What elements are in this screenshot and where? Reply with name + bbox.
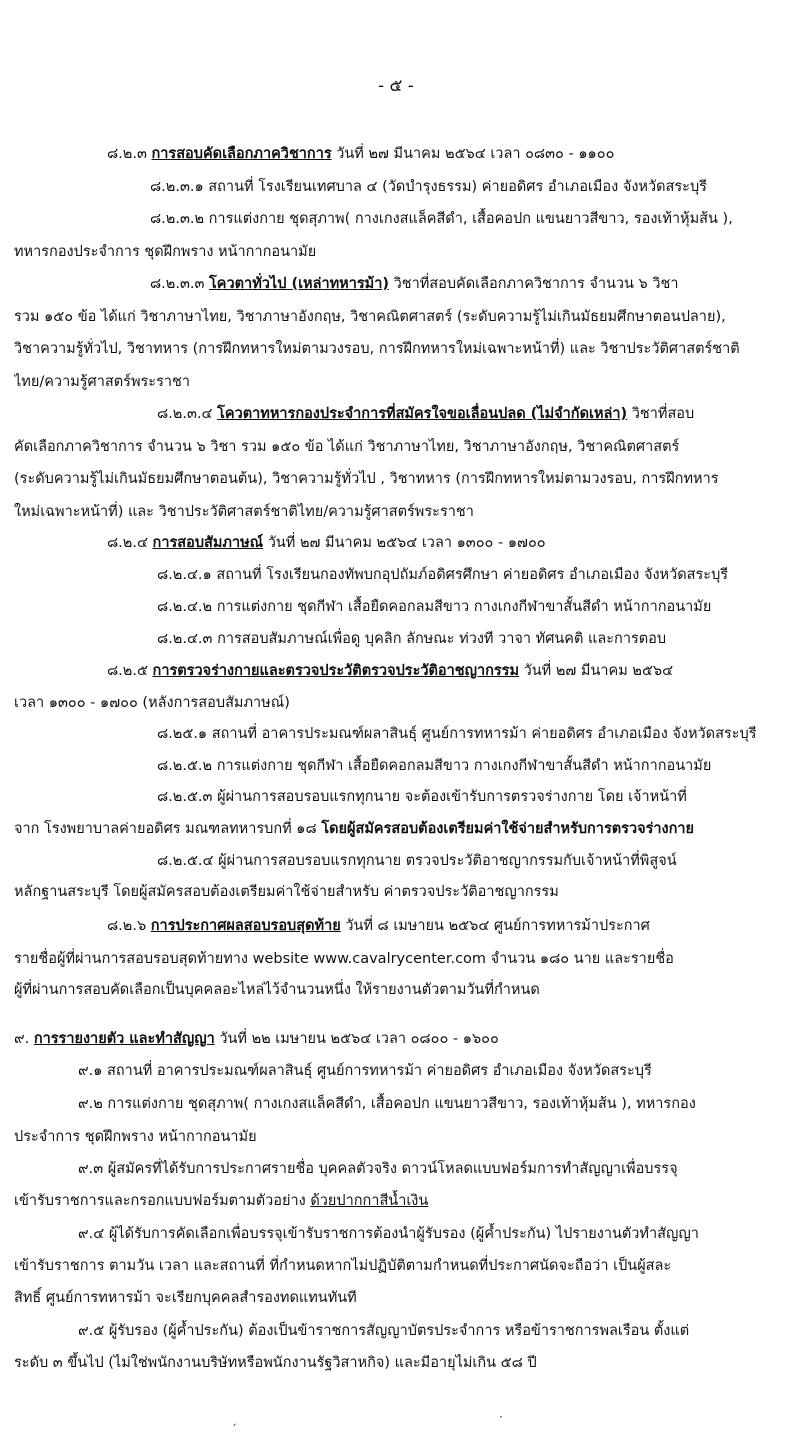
- line-text: ๘.๒.๔.๒ การแต่งกาย ชุดกีฬา เสื้อยืดคอกลมสีขาว กางเกงกีฬาขาสั้นสีดำ หน้ากากอนามัย: [157, 599, 712, 615]
- emphasized-text: การสอบคัดเลือกภาควิชาการ: [151, 146, 332, 162]
- scan-speck: ˏ: [231, 1412, 237, 1426]
- line-text: ๘.๒.๔.๓ การสอบสัมภาษณ์เพื่อดู บุคลิก ลักษณะ ท่วงที วาจา ทัศนคติ และการตอบ: [157, 631, 667, 647]
- line-text: วันที่ ๒๒ เมษายน ๒๕๖๔ เวลา ๐๘๐๐ - ๑๖๐๐: [214, 1031, 499, 1047]
- text-line: [14, 1190, 784, 1214]
- line-text: รวม ๑๕๐ ข้อ ได้แก่ วิชาภาษาไทย, วิชาภาษาอังกฤษ, วิชาคณิตศาสตร์ (ระดับความรู้ไม่เกินมัธยมศึกษาตอนปลาย),: [14, 309, 726, 325]
- line-text: ๙.๒ การแต่งกาย ชุดสุภาพ( กางเกงสแล็คสีดำ, เสื้อคอปก แขนยาวสีขาว, รองเท้าหุ้มส้น ), ทหารกอง: [78, 1096, 696, 1112]
- line-text: ๙.: [14, 1031, 34, 1047]
- line-text: ๘.๒.๕.๒ การแต่งกาย ชุดกีฬา เสื้อยืดคอกลมสีขาว กางเกงกีฬาขาสั้นสีดำ หน้ากากอนามัย: [157, 758, 712, 774]
- line-text: ไทย/ความรู้ศาสตร์พระราชา: [14, 374, 191, 390]
- text-line: [157, 596, 790, 620]
- text-line: [14, 501, 784, 525]
- line-text: ๘.๒.๔: [107, 535, 153, 551]
- line-text: ๙.๕ ผู้รับรอง (ผู้ค้ำประกัน) ต้องเป็นข้าราชการสัญญาบัตรประจำการ หรือข้าราชการพลเรือน ตั้งแต่: [78, 1323, 690, 1339]
- emphasized-text: โควตาทั่วไป (เหล่าทหารม้า): [209, 276, 389, 292]
- text-line: [14, 1255, 789, 1279]
- line-text: ผู้ที่ผ่านการสอบคัดเลือกเป็นบุคคลอะไหล่ไว้จำนวนหนึ่ง ให้รายงานตัวตามวันที่กำหนด: [14, 982, 540, 998]
- text-line: [14, 1287, 784, 1311]
- text-line: [78, 1158, 789, 1182]
- line-text: หลักฐานสระบุรี โดยผู้สมัครสอบต้องเตรียมค่าใช้จ่ายสำหรับ ค่าตรวจประวัติอาชญากรรม: [14, 884, 559, 900]
- text-line: [14, 818, 789, 842]
- emphasized-text: การรายงายตัว และทำสัญญา: [33, 1031, 215, 1047]
- text-line: [107, 660, 790, 684]
- text-line: [14, 371, 784, 395]
- text-line: [14, 692, 784, 716]
- line-text: ๘.๒.๓.๔: [157, 406, 218, 422]
- scan-speck: ·: [499, 1410, 503, 1424]
- text-line: [107, 143, 787, 167]
- text-line: [157, 723, 790, 747]
- line-text: ประจำการ ชุดฝึกพราง หน้ากากอนามัย: [14, 1129, 257, 1145]
- text-line: [150, 208, 790, 232]
- line-text: วิชาความรู้ทั่วไป, วิชาทหาร (การฝึกทหารใหม่ตามวงรอบ, การฝึกทหารใหม่เฉพาะหน้าที่) และ วิชาประวัติศาสตร์ชาติ: [14, 341, 740, 357]
- line-text: ใหม่เฉพาะหน้าที่) และ วิชาประวัติศาสตร์ชาติไทย/ความรู้ศาสตร์พระราชา: [14, 504, 474, 520]
- line-text: ๘.๒.๕.๔ ผู้ผ่านการสอบรอบแรกทุกนาย ตรวจประวัติอาชญากรรมกับเจ้าหน้าที่พิสูจน์: [157, 853, 677, 869]
- text-line: [78, 1320, 789, 1344]
- text-line: [157, 564, 790, 588]
- text-line: [78, 1060, 788, 1084]
- line-text: เวลา ๑๓๐๐ - ๑๗๐๐ (หลังการสอบสัมภาษณ์): [14, 695, 290, 711]
- line-text: ๘.๒.๕: [107, 663, 153, 679]
- line-text: คัดเลือกภาควิชาการ จำนวน ๖ วิชา รวม ๑๕๐ ข้อ ได้แก่ วิชาภาษาไทย, วิชาภาษาอังกฤษ, วิชาคณิตศาสตร์: [14, 439, 680, 455]
- text-line: [14, 338, 789, 362]
- line-text: ๘.๒.๓.๑ สถานที่ โรงเรียนเทศบาล ๔ (วัดบำรุงธรรม) ค่ายอดิศร อำเภอเมือง จังหวัดสระบุรี: [150, 179, 707, 195]
- text-line: [14, 979, 784, 1003]
- emphasized-text: โควตาทหารกองประจำการที่สมัครใจขอเลื่อนปลด (ไม่จำกัดเหล่า): [217, 406, 628, 422]
- line-text: วันที่ ๘ เมษายน ๒๕๖๔ ศูนย์การทหารม้าประกาศ: [340, 918, 650, 934]
- text-line: [14, 1028, 784, 1052]
- line-text: จาก โรงพยาบาลค่ายอดิศร มณฑลทหารบกที่ ๑๘: [14, 821, 322, 837]
- line-text: ๘.๒.๖: [107, 918, 151, 934]
- line-text: ๘.๒.๓.๒ การแต่งกาย ชุดสุภาพ( กางเกงสแล็คสีดำ, เสื้อคอปก แขนยาวสีขาว, รองเท้าหุ้มส้น ),: [150, 211, 733, 227]
- text-line: [107, 532, 787, 556]
- line-text: เข้ารับราชการและกรอกแบบฟอร์มตามตัวอย่าง: [14, 1193, 311, 1209]
- line-text: วันที่ ๒๗ มีนาคม ๒๕๖๔ เวลา ๐๘๓๐ - ๑๑๐๐: [331, 146, 615, 162]
- line-text: สิทธิ์ ศูนย์การทหารม้า จะเรียกบุคคลสำรองทดแทนทันที: [14, 1290, 357, 1306]
- text-line: [14, 306, 789, 330]
- text-line: [14, 436, 789, 460]
- emphasized-text: การสอบสัมภาษณ์: [152, 535, 264, 551]
- line-text: รายชื่อผู้ที่ผ่านการสอบรอบสุดท้ายทาง website www.cavalrycenter.com จำนวน ๑๘๐ นาย และรายชื่อ: [14, 951, 674, 967]
- line-text: ๘.๒๕.๑ สถานที่ อาคารประมณฑ์ผลาสินธุ์ ศูนย์การทหารม้า ค่ายอดิศร อำเภอเมือง จังหวัดสระบุรี: [157, 726, 757, 742]
- emphasized-text: ด้วยปากกาสีน้ำเงิน: [310, 1193, 429, 1209]
- text-line: [78, 1093, 789, 1117]
- line-text: วิชาที่สอบคัดเลือกภาควิชาการ จำนวน ๖ วิชา: [389, 276, 679, 292]
- text-line: [157, 403, 790, 427]
- line-text: วิชาที่สอบ: [627, 406, 695, 422]
- line-text: ระดับ ๓ ขึ้นไป (ไม่ใช่พนักงานบริษัทหรือพนักงานรัฐวิสาหกิจ) และมีอายุไม่เกิน ๕๘ ปี: [14, 1355, 537, 1371]
- text-line: [107, 915, 790, 939]
- line-text: ๘.๒.๓.๓: [150, 276, 210, 292]
- emphasized-text: การตรวจร่างกายและตรวจประวัติตรวจประวัติอาชญากรรม: [152, 663, 520, 679]
- line-text: ๘.๒.๓: [107, 146, 152, 162]
- line-text: ทหารกองประจำการ ชุดฝึกพราง หน้ากากอนามัย: [14, 244, 317, 260]
- text-line: [157, 786, 790, 810]
- text-line: [14, 1126, 784, 1150]
- text-line: [14, 1352, 784, 1376]
- text-line: [14, 881, 784, 905]
- line-text: เข้ารับราชการ ตามวัน เวลา และสถานที่ ที่กำหนดหากไม่ปฏิบัติตามกำหนดที่ประกาศนัดจะถือว่า เป็นผู้สละ: [14, 1258, 672, 1274]
- emphasized-text: การประกาศผลสอบรอบสุดท้าย: [150, 918, 341, 934]
- text-line: [157, 628, 790, 652]
- text-line: [14, 241, 784, 265]
- line-text: (ระดับความรู้ไม่เกินมัธยมศึกษาตอนต้น), วิชาความรู้ทั่วไป , วิชาทหาร (การฝึกทหารใหม่ตามวงรอบ, การฝึกทหาร: [14, 471, 719, 487]
- text-line: [78, 1223, 789, 1247]
- line-text: วันที่ ๒๗ มีนาคม ๒๕๖๔ เวลา ๑๓๐๐ - ๑๗๐๐: [263, 535, 546, 551]
- page-number: - ๕ -: [378, 76, 414, 96]
- line-text: ๙.๓ ผู้สมัครที่ได้รับการประกาศรายชื่อ บุคคลตัวจริง ดาวน์โหลดแบบฟอร์มการทำสัญญาเพื่อบรรจุ: [78, 1161, 678, 1177]
- text-line: [150, 176, 790, 200]
- text-line: [14, 948, 789, 972]
- text-line: [150, 273, 790, 297]
- line-text: วันที่ ๒๗ มีนาคม ๒๕๖๔: [519, 663, 674, 679]
- line-text: ๙.๑ สถานที่ อาคารประมณฑ์ผลาสินธุ์ ศูนย์การทหารม้า ค่ายอดิศร อำเภอเมือง จังหวัดสระบุรี: [78, 1063, 652, 1079]
- emphasized-text: โดยผู้สมัครสอบต้องเตรียมค่าใช้จ่ายสำหรับการตรวจร่างกาย: [321, 821, 695, 837]
- text-line: [14, 468, 789, 492]
- line-text: ๘.๒.๔.๑ สถานที่ โรงเรียนกองทัพบกอุปถัมภ์อดิศรศึกษา ค่ายอดิศร อำเภอเมือง จังหวัดสระบุรี: [157, 567, 729, 583]
- line-text: ๙.๔ ผู้ได้รับการคัดเลือกเพื่อบรรจุเข้ารับราชการต้องนำผู้รับรอง (ผู้ค้ำประกัน) ไปรายงานตัวทำสัญญา: [78, 1226, 699, 1242]
- line-text: ๘.๒.๕.๓ ผู้ผ่านการสอบรอบแรกทุกนาย จะต้องเข้ารับการตรวจร่างกาย โดย เจ้าหน้าที่: [157, 789, 687, 805]
- text-line: [157, 755, 790, 779]
- text-line: [157, 850, 790, 874]
